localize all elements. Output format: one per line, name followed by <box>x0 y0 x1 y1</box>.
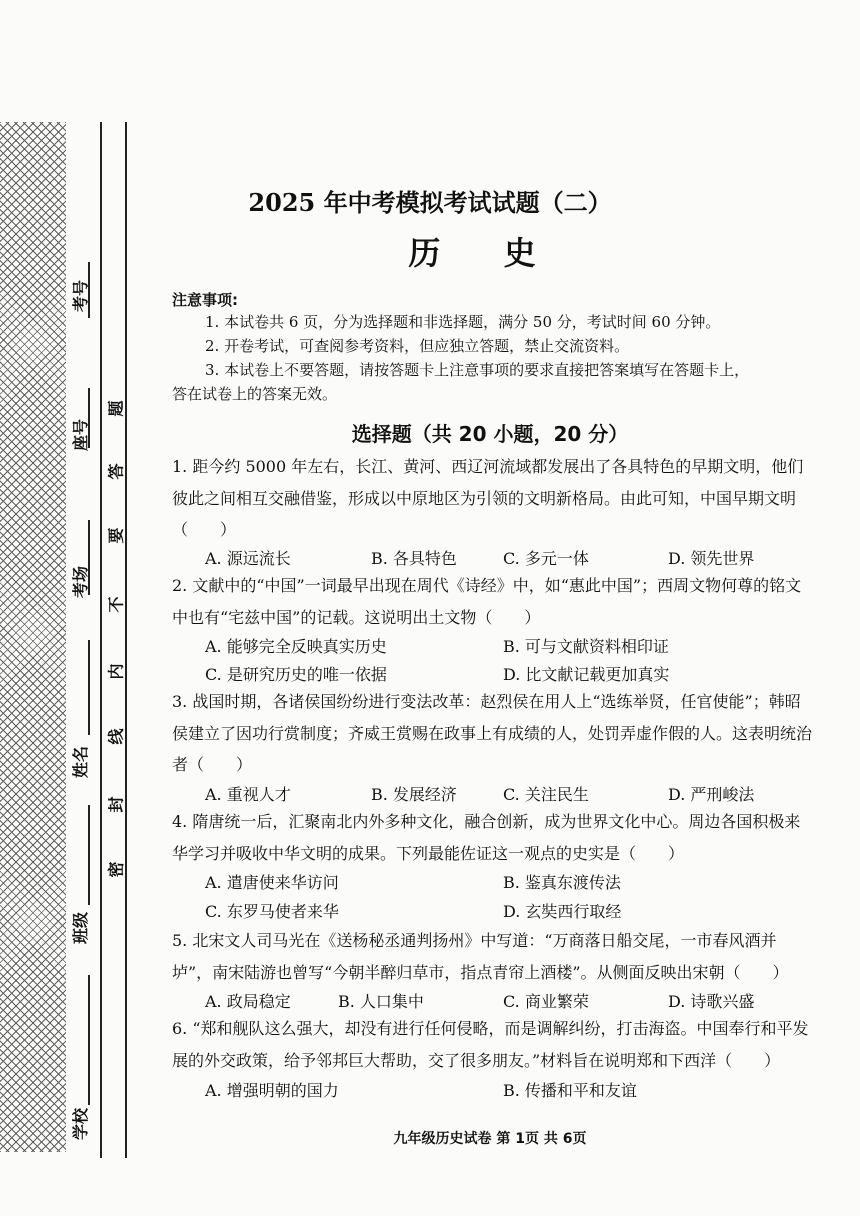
q1-option-a: A. 源远流长 <box>205 549 291 568</box>
page-footer: 九年级历史试卷 第 1页 共 6页 <box>393 1131 587 1147</box>
question-6: 6. “郑和舰队这么强大，却没有进行任何侵略，而是调解纠纷，打击海盗。中国奉行和平发展的外交政策，给予邻邦巨大帮助，交了很多朋友。”材料旨在说明郑和下西洋（ ） <box>172 1019 809 1070</box>
field-name: 姓名 <box>71 745 90 778</box>
field-class: 班级 <box>71 911 90 944</box>
q2-option-c: C. 是研究历史的唯一依据 <box>205 665 387 684</box>
q4-option-c: C. 东罗马使者来华 <box>205 902 339 921</box>
binding-line-left <box>100 122 102 1158</box>
subject-title: 历 史 <box>408 234 562 272</box>
field-school: 学校 <box>71 1107 90 1140</box>
seal-char-1: 题 <box>106 400 126 417</box>
binding-line-right <box>125 122 127 1158</box>
note-item-2: 2. 开卷考试，可查阅参考资料，但应独立答题，禁止交流资料。 <box>205 337 630 355</box>
q1-option-c: C. 多元一体 <box>503 549 589 568</box>
field-exam-number: 考号 <box>71 279 90 312</box>
notes-heading: 注意事项: <box>172 291 238 309</box>
question-3: 3. 战国时期，各诸侯国纷纷进行变法改革：赵烈侯在用人上“选练举贤，任官使能”；韩昭侯建立了因功行赏制度；齐威王赏赐在政事上有成绩的人，处罚弄虚作假的人。这表明统治者（ ） <box>172 692 813 774</box>
note-item-3-continued: 答在试卷上的答案无效。 <box>172 385 338 403</box>
question-2: 2. 文献中的“中国”一词最早出现在周代《诗经》中，如“惠此中国”；西周文物何尊的铭文中也有“宅兹中国”的记载。这说明出土文物（ ） <box>172 576 802 627</box>
seal-char-4: 不 <box>106 596 126 613</box>
name-underline <box>88 640 90 735</box>
q3-option-a: A. 重视人才 <box>205 785 291 804</box>
seal-char-3: 要 <box>106 527 126 544</box>
q2-option-a: A. 能够完全反映真实历史 <box>205 637 387 656</box>
q1-option-d: D. 领先世界 <box>668 549 755 568</box>
q5-option-b: B. 人口集中 <box>338 992 424 1011</box>
q3-option-b: B. 发展经济 <box>371 785 457 804</box>
seal-char-5: 内 <box>106 663 126 680</box>
q6-option-b: B. 传播和平和友谊 <box>503 1081 637 1100</box>
q2-option-d: D. 比文献记载更加真实 <box>503 665 670 684</box>
seal-char-7: 封 <box>106 796 126 813</box>
q3-option-d: D. 严刑峻法 <box>668 785 755 804</box>
seal-char-6: 线 <box>106 728 126 745</box>
question-4: 4. 隋唐统一后，汇聚南北内外多种文化，融合创新，成为世界文化中心。周边各国积极来华学习并吸收中华文明的成果。下列最能佐证这一观点的史实是（ ） <box>172 812 801 863</box>
q2-option-b: B. 可与文献资料相印证 <box>503 637 669 656</box>
class-underline <box>88 805 90 905</box>
school-underline <box>88 975 90 1105</box>
field-seat-number: 座号 <box>71 418 90 451</box>
field-exam-room: 考场 <box>71 565 90 598</box>
seal-char-2: 答 <box>106 463 126 480</box>
q6-option-a: A. 增强明朝的国力 <box>205 1081 339 1100</box>
exam-title: 2025 年中考模拟考试试题（二） <box>248 188 612 217</box>
note-item-1: 1. 本试卷共 6 页，分为选择题和非选择题，满分 50 分，考试时间 60 分钟。 <box>205 313 721 331</box>
seal-char-8: 密 <box>106 861 126 878</box>
section-title: 选择题（共 20 小题，20 分） <box>351 422 629 446</box>
q5-option-d: D. 诗歌兴盛 <box>668 992 755 1011</box>
q3-option-c: C. 关注民生 <box>503 785 589 804</box>
note-item-3: 3. 本试卷上不要答题，请按答题卡上注意事项的要求直接把答案填写在答题卡上， <box>205 361 750 379</box>
q5-option-c: C. 商业繁荣 <box>503 992 589 1011</box>
q4-option-a: A. 遣唐使来华访问 <box>205 873 339 892</box>
q5-option-a: A. 政局稳定 <box>205 992 291 1011</box>
q1-option-b: B. 各具特色 <box>371 549 457 568</box>
binding-hatch-pattern <box>0 122 66 1152</box>
q4-option-b: B. 鉴真东渡传法 <box>503 873 621 892</box>
q4-option-d: D. 玄奘西行取经 <box>503 902 622 921</box>
question-1: 1. 距今约 5000 年左右，长江、黄河、西辽河流域都发展出了各具特色的早期文明，他们彼此之间相互交融借鉴，形成以中原地区为引领的文明新格局。由此可知，中国早期文明（ ） <box>172 457 804 539</box>
question-5: 5. 北宋文人司马光在《送杨秘丞通判扬州》中写道：“万商落日船交尾，一市春风酒并垆”，南宋陆游也曾写“今朝半醉归草市，指点青帘上酒楼”。从侧面反映出宋朝（ ） <box>172 931 789 982</box>
